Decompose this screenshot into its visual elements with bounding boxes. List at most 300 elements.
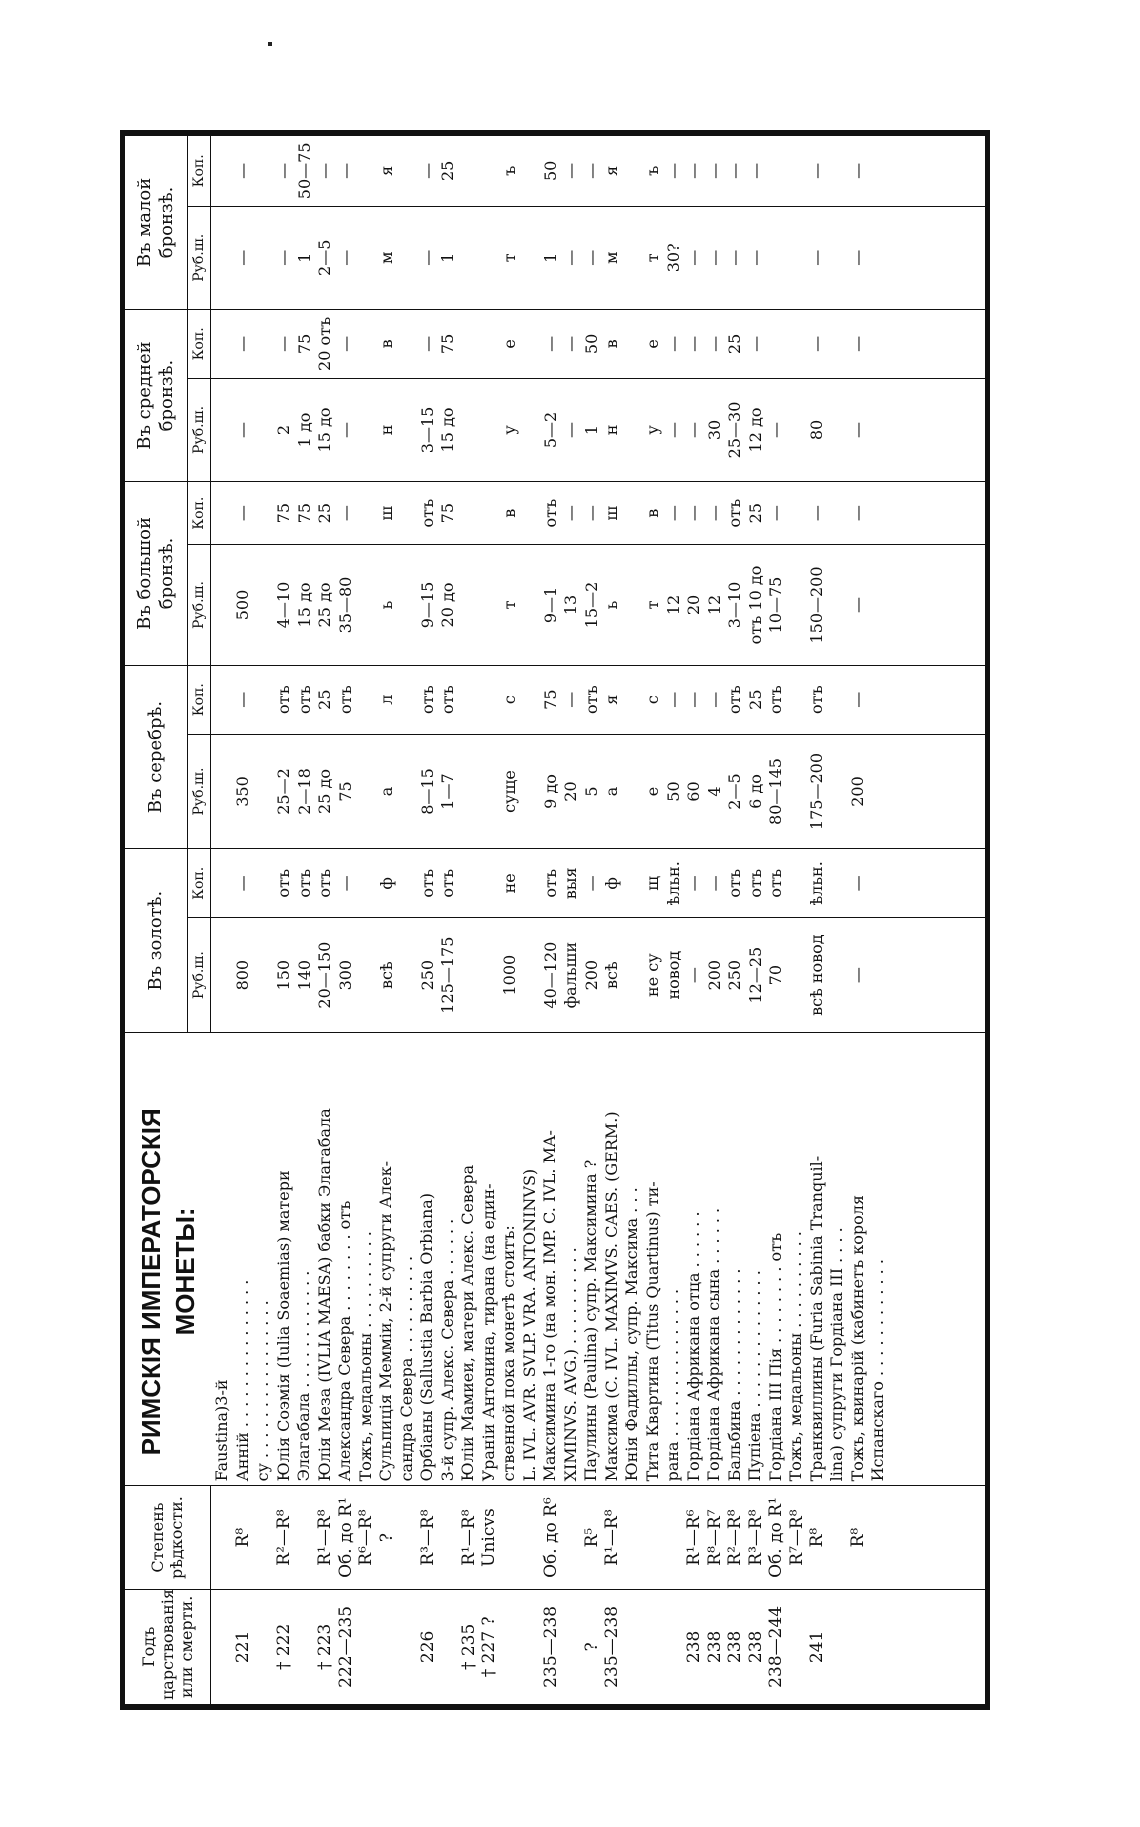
table-cell (459, 853, 480, 913)
table-cell: 125—175 (438, 936, 457, 1014)
table-cell (500, 1490, 521, 1584)
table-cell (254, 383, 275, 477)
table-cell: 300 (335, 959, 355, 991)
table-cell: 2 (274, 424, 293, 436)
table-cell: 20—150 (315, 941, 334, 1009)
table-cell: 250 (725, 959, 744, 991)
table-cell: я (602, 694, 621, 705)
table-cell: — (684, 875, 703, 892)
table-cell (356, 211, 377, 305)
table-cell: 221 (233, 1630, 253, 1664)
table-cell (254, 853, 275, 913)
table-cell (787, 211, 808, 305)
table-cell: 238 (684, 1630, 704, 1664)
table-cell: — (663, 162, 683, 179)
table-cell: 15 до (294, 582, 314, 628)
table-cell: Юнія Фадиллы, супр. Максима . . . (622, 1187, 641, 1482)
table-cell: 5—2 (540, 411, 560, 449)
table-cell: — (663, 691, 683, 708)
table-cell: 15 до (315, 407, 334, 453)
table-cell: Паулины (Paulina) супр. Максимина ? (581, 1159, 600, 1482)
table-cell: — (704, 162, 724, 179)
table-cell: отъ (335, 685, 355, 715)
table-cell: 75 (540, 689, 560, 710)
table-cell (623, 853, 644, 913)
table-cell (787, 922, 808, 1028)
small-bronze-kop-column (210, 136, 985, 206)
table-cell: Пупіена . . . . . . . . . . . . . . (745, 1270, 764, 1482)
table-cell: ь (376, 600, 396, 610)
spacer-row (213, 140, 234, 202)
table-cell: Испанскаго . . . . . . . . . . . . (868, 1259, 887, 1482)
table-cell: щ (643, 875, 662, 891)
table-cell: отъ (807, 685, 826, 715)
table-cell: 3—15 (417, 406, 437, 454)
table-cell: R⁶—R⁸ (356, 1509, 376, 1566)
table-cell (623, 922, 644, 1028)
table-cell (356, 853, 377, 913)
silver-rub-header: Руб.ш. (187, 734, 210, 849)
table-cell (623, 314, 644, 374)
table-cell: — (848, 421, 867, 438)
table-cell: 1 (294, 252, 314, 263)
large-bronze-rub-header: Руб.ш. (187, 545, 210, 666)
large-bronze-kop-header: Коп. (187, 482, 210, 545)
table-cell: 25 до (315, 582, 334, 628)
table-cell (520, 314, 541, 374)
medium-bronze-kop-header: Коп. (187, 309, 210, 378)
table-cell (664, 1490, 685, 1584)
table-cell (397, 1490, 418, 1584)
table-cell: XIMINVS. AVG.) . . . . . . . . . . (560, 1247, 580, 1482)
table-cell: выя (561, 867, 580, 900)
title-line-2: МОНЕТЫ: (169, 1207, 200, 1336)
table-cell: ѣльн. (663, 861, 683, 906)
table-cell: — (745, 335, 765, 352)
table-cell: 50—75 (294, 142, 314, 200)
table-cell: — (684, 249, 703, 266)
table-cell: — (848, 162, 867, 179)
table-cell (459, 211, 480, 305)
table-cell: 238 (725, 1630, 745, 1664)
table-cell: я (376, 165, 396, 176)
table-cell: отъ (274, 868, 293, 898)
table-cell: 35—80 (335, 576, 355, 634)
table-cell: 25 (745, 503, 765, 524)
table-cell: н (602, 424, 621, 436)
table-cell: — (561, 162, 580, 179)
table-cell: — (848, 249, 867, 266)
table-cell (213, 1490, 234, 1584)
table-cell: R²—R⁸ (274, 1509, 294, 1566)
table-cell (479, 853, 500, 913)
table-cell: не (499, 873, 519, 894)
table-cell: — (848, 967, 867, 984)
table-cell: 235—238 (602, 1605, 622, 1688)
table-cell: ш (376, 505, 396, 521)
table-cell: 250 (417, 959, 437, 991)
table-cell: † 222 (274, 1623, 294, 1671)
table-cell: фальши (561, 941, 580, 1009)
table-cell (787, 739, 808, 845)
table-cell (459, 314, 480, 374)
table-cell: е (643, 339, 662, 349)
table-cell (520, 670, 541, 730)
table-cell (438, 1594, 459, 1700)
table-cell (787, 383, 808, 477)
table-cell (787, 1594, 808, 1700)
table-cell: Орбіаны (Sallustia Barbia Orbiana) (417, 1192, 436, 1482)
table-cell: а (376, 786, 396, 797)
table-cell: отъ (274, 685, 293, 715)
table-cell: отъ (294, 868, 314, 898)
table-cell: 140 (294, 959, 314, 991)
silver-rub-column (210, 734, 985, 849)
table-cell: всѣ (602, 961, 621, 989)
table-cell: суще (499, 770, 519, 813)
table-cell: 1000 (499, 954, 519, 996)
table-cell (397, 549, 418, 661)
table-cell: Транквиллины (Furia Sabinia Tranquil- (806, 1155, 826, 1482)
table-cell: — (684, 691, 703, 708)
table-cell (623, 549, 644, 661)
table-cell: су . . . . . . . . . . . . . . . . (253, 1300, 272, 1482)
table-cell: — (315, 162, 334, 179)
table-cell: 25 (745, 689, 765, 710)
table-cell: — (274, 249, 293, 266)
table-cell: 75 (438, 503, 457, 524)
table-cell: Бальбина . . . . . . . . . . . . . (724, 1268, 744, 1482)
table-cell: — (684, 421, 703, 438)
table-cell: R¹—R⁸ (458, 1509, 479, 1566)
table-cell: 20 (684, 594, 703, 616)
table-cell: ф (376, 877, 396, 890)
table-cell (828, 314, 849, 374)
table-cell: всѣ (376, 961, 396, 989)
table-cell (828, 922, 849, 1028)
table-cell: у (499, 425, 519, 435)
table-cell: отъ (540, 868, 560, 898)
table-cell (254, 549, 275, 661)
table-cell (479, 486, 500, 540)
table-cell: 175—200 (807, 752, 826, 831)
table-cell: 200 (704, 959, 724, 991)
table-cell (623, 739, 644, 845)
table-cell (623, 383, 644, 477)
table-cell: 3—10 (725, 581, 744, 629)
table-cell: в (643, 508, 662, 518)
medium-bronze-rub-column (210, 378, 985, 481)
table-cell: 12 (704, 594, 724, 616)
table-cell (397, 853, 418, 913)
table-cell: у (643, 425, 662, 435)
table-cell: 226 (417, 1630, 438, 1664)
table-cell: т (643, 600, 662, 610)
table-cell (254, 1594, 275, 1700)
table-cell: отъ (766, 868, 785, 898)
table-cell: всѣ новод (807, 934, 826, 1016)
table-cell: 238 (704, 1630, 725, 1664)
table-cell: отъ (315, 868, 334, 898)
large-bronze-rub-column (210, 545, 985, 666)
gold-header: Въ золотѣ. (125, 849, 187, 1033)
table-cell (459, 549, 480, 661)
table-cell (397, 383, 418, 477)
table-cell (479, 383, 500, 477)
table-cell (561, 1490, 582, 1584)
table-cell: 15—2 (581, 581, 601, 629)
table-cell: отъ (540, 498, 560, 528)
table-cell: † 223 (315, 1623, 335, 1671)
table-cell (643, 1490, 664, 1584)
silver-kop-header: Коп. (187, 665, 210, 734)
table-cell: — (233, 505, 252, 522)
table-cell: 4—10 (274, 581, 293, 629)
table-cell: — (233, 691, 252, 708)
table-cell: 75 (335, 781, 355, 802)
table-cell (397, 314, 418, 374)
table-cell: 238 (745, 1630, 766, 1664)
table-cell: в (499, 508, 519, 518)
gold-kop-header: Коп. (187, 849, 210, 918)
table-cell: е (643, 786, 662, 797)
rarity-header: Степень рѣдкости. (125, 1486, 210, 1589)
table-cell: — (848, 875, 867, 892)
table-cell: — (335, 162, 355, 179)
table-cell: 9 до (540, 774, 560, 809)
table-cell (623, 211, 644, 305)
table-cell: 20 (561, 781, 580, 802)
table-cell (479, 140, 500, 202)
table-cell (520, 1490, 541, 1584)
table-cell: — (848, 597, 867, 613)
table-cell: 800 (233, 959, 252, 991)
gold-rub-column (210, 918, 985, 1033)
table-cell: — (561, 505, 580, 522)
title-line-1: РИМСКІЯ ИМПЕРАТОРСКІЯ (135, 1108, 166, 1456)
table-cell (356, 739, 377, 845)
table-cell: Тожъ, квинарій (кабинетъ короля (847, 1194, 867, 1482)
table-cell: — (561, 421, 580, 438)
table-cell (787, 670, 808, 730)
table-cell (397, 739, 418, 845)
table-cell (356, 1594, 377, 1700)
table-cell: 70 (766, 964, 785, 986)
table-cell: — (417, 249, 437, 266)
table-cell: а (602, 786, 621, 797)
table-cell (828, 1490, 849, 1584)
table-cell: Гордіана Африкана отца . . . . . . (683, 1211, 703, 1482)
table-cell (664, 1594, 685, 1700)
table-cell: R⁸ (233, 1527, 253, 1548)
table-cell: — (766, 505, 785, 522)
table-cell: 3-й супр. Алекс. Севера . . . . . . (437, 1218, 457, 1482)
spacer-row (213, 211, 234, 305)
table-cell: т (643, 253, 662, 263)
table-cell: отъ (766, 685, 785, 715)
table-cell: R³—R⁸ (417, 1509, 438, 1566)
large-bronze-header: Въ большой бронзѣ. (125, 482, 187, 666)
table-cell (623, 486, 644, 540)
table-cell: Об. до R¹ (766, 1497, 786, 1578)
spacer-row (213, 922, 234, 1028)
table-cell: отъ (725, 868, 744, 898)
table-cell: отъ (745, 868, 765, 898)
table-cell: 241 (807, 1630, 827, 1664)
table-cell: рана . . . . . . . . . . . . . . . (663, 1288, 682, 1482)
table-cell: Анній . . . . . . . . . . . . . . . (232, 1279, 252, 1482)
table-cell (479, 549, 500, 661)
table-cell (356, 670, 377, 730)
table-cell: ѣльн. (807, 861, 826, 906)
table-cell (213, 1594, 234, 1700)
table-cell: 20 отъ (315, 316, 334, 371)
table-cell: 235—238 (540, 1605, 561, 1688)
year-column (210, 1589, 985, 1704)
table-cell: — (417, 162, 437, 179)
table-cell (623, 140, 644, 202)
spacer-row (213, 739, 234, 845)
spacer-row (213, 549, 234, 661)
table-cell: — (745, 249, 765, 266)
table-cell (520, 383, 541, 477)
table-cell (397, 670, 418, 730)
table-cell (623, 1594, 644, 1700)
table-cell (397, 140, 418, 202)
table-cell: Тита Квартина (Titus Quartinus) ти- (642, 1181, 662, 1482)
table-cell: отъ (417, 498, 437, 528)
table-cell (254, 670, 275, 730)
table-cell: — (684, 967, 703, 984)
table-cell (397, 211, 418, 305)
table-cell (479, 739, 500, 845)
table-cell: 25 (438, 160, 457, 181)
table-cell: 75 (294, 503, 314, 524)
table-cell: 25—30 (725, 401, 744, 459)
medium-bronze-kop-column (210, 309, 985, 378)
table-cell (623, 670, 644, 730)
table-cell: отъ (725, 685, 744, 715)
table-cell (356, 383, 377, 477)
table-cell: — (704, 875, 724, 892)
table-cell: Элагабала . . . . . . . . . . . . (294, 1270, 313, 1482)
table-cell: — (335, 249, 355, 266)
table-cell: отъ (438, 868, 457, 898)
large-bronze-kop-column (210, 482, 985, 545)
coin-price-table (120, 130, 990, 1710)
table-cell: — (766, 421, 785, 438)
table-cell: — (561, 691, 580, 708)
table-cell (643, 1594, 664, 1700)
table-cell: 12 до (745, 407, 765, 453)
table-cell (397, 1594, 418, 1700)
table-cell: 75 (438, 333, 457, 355)
table-cell: 75 (294, 333, 314, 355)
table-cell: — (233, 249, 252, 266)
table-cell (254, 486, 275, 540)
table-cell: т (499, 253, 519, 263)
table-cell (459, 140, 480, 202)
table-cell: 25 (725, 333, 744, 355)
table-cell: Максимина 1-го (на мон. IMP. C. IVL. MA- (540, 1130, 559, 1482)
table-cell: — (233, 162, 252, 179)
table-cell: Сульпиція Мемміи, 2-й супруги Алек- (376, 1160, 395, 1482)
table-cell: — (233, 875, 252, 892)
table-cell: 1 (581, 424, 601, 436)
table-cell: R¹—R⁸ (315, 1509, 335, 1566)
table-cell: 500 (233, 589, 252, 621)
table-cell: — (335, 875, 355, 892)
table-cell (356, 486, 377, 540)
table-cell (787, 486, 808, 540)
table-cell: л (376, 694, 396, 705)
table-cell: 25—2 (274, 768, 293, 815)
table-cell: 238—244 (766, 1605, 786, 1688)
table-cell: — (663, 505, 683, 522)
table-cell (787, 140, 808, 202)
table-cell (295, 1490, 316, 1584)
medium-bronze-rub-header: Руб.ш. (187, 378, 210, 481)
table-cell: — (581, 249, 601, 266)
table-cell: 9—1 (540, 586, 560, 624)
table-cell (520, 739, 541, 845)
table-cell: — (335, 335, 355, 352)
table-cell: R³—R⁸ (745, 1509, 766, 1566)
table-cell: R²—R⁸ (725, 1509, 745, 1566)
spacer-row (213, 853, 234, 913)
table-cell: 75 (274, 503, 293, 524)
table-cell: ? (581, 1642, 602, 1652)
name-column (210, 1033, 985, 1486)
table-cell: с (499, 695, 519, 705)
table-cell (828, 211, 849, 305)
table-cell (766, 211, 787, 305)
table-cell: R¹—R⁶ (684, 1509, 704, 1566)
table-cell: ственной пока монетѣ стоитъ: (499, 1225, 518, 1482)
table-cell: — (581, 875, 601, 892)
table-cell: R¹—R⁸ (602, 1509, 622, 1566)
table-cell: 12—25 (745, 946, 765, 1004)
table-cell (766, 314, 787, 374)
table-cell: ш (602, 505, 621, 521)
table-cell: — (725, 249, 744, 266)
table-cell: lina) супруги Гордіана III . . . . (827, 1227, 846, 1482)
table-cell: 30? (663, 243, 683, 273)
table-cell (254, 922, 275, 1028)
small-bronze-header: Въ малой бронзѣ. (125, 136, 187, 309)
table-cell (254, 739, 275, 845)
table-cell (254, 211, 275, 305)
table-cell: — (704, 505, 724, 522)
table-cell (623, 1490, 644, 1584)
table-cell: Максима (C. IVL. MAXIMVS. CAES. (GERM.) (601, 1111, 621, 1482)
table-cell (520, 1594, 541, 1700)
table-cell: L. IVL. AVR. SVLP. VRA. ANTONINVS) (519, 1168, 539, 1482)
table-cell (479, 211, 500, 305)
table-cell: не су (643, 953, 662, 997)
table-cell: — (663, 335, 683, 352)
table-cell: Об. до R⁶ (540, 1497, 561, 1578)
table-cell: 222—235 (335, 1605, 356, 1688)
table-cell: Об. до R¹ (335, 1497, 356, 1578)
table-cell (828, 140, 849, 202)
silver-header: Въ серебрѣ. (125, 665, 187, 849)
table-cell: 20 до (438, 582, 457, 628)
table-cell: отъ (725, 498, 744, 528)
table-cell: 10—75 (766, 576, 785, 634)
medium-bronze-header: Въ средней бронзѣ. (125, 309, 187, 481)
table-cell (500, 1594, 521, 1700)
